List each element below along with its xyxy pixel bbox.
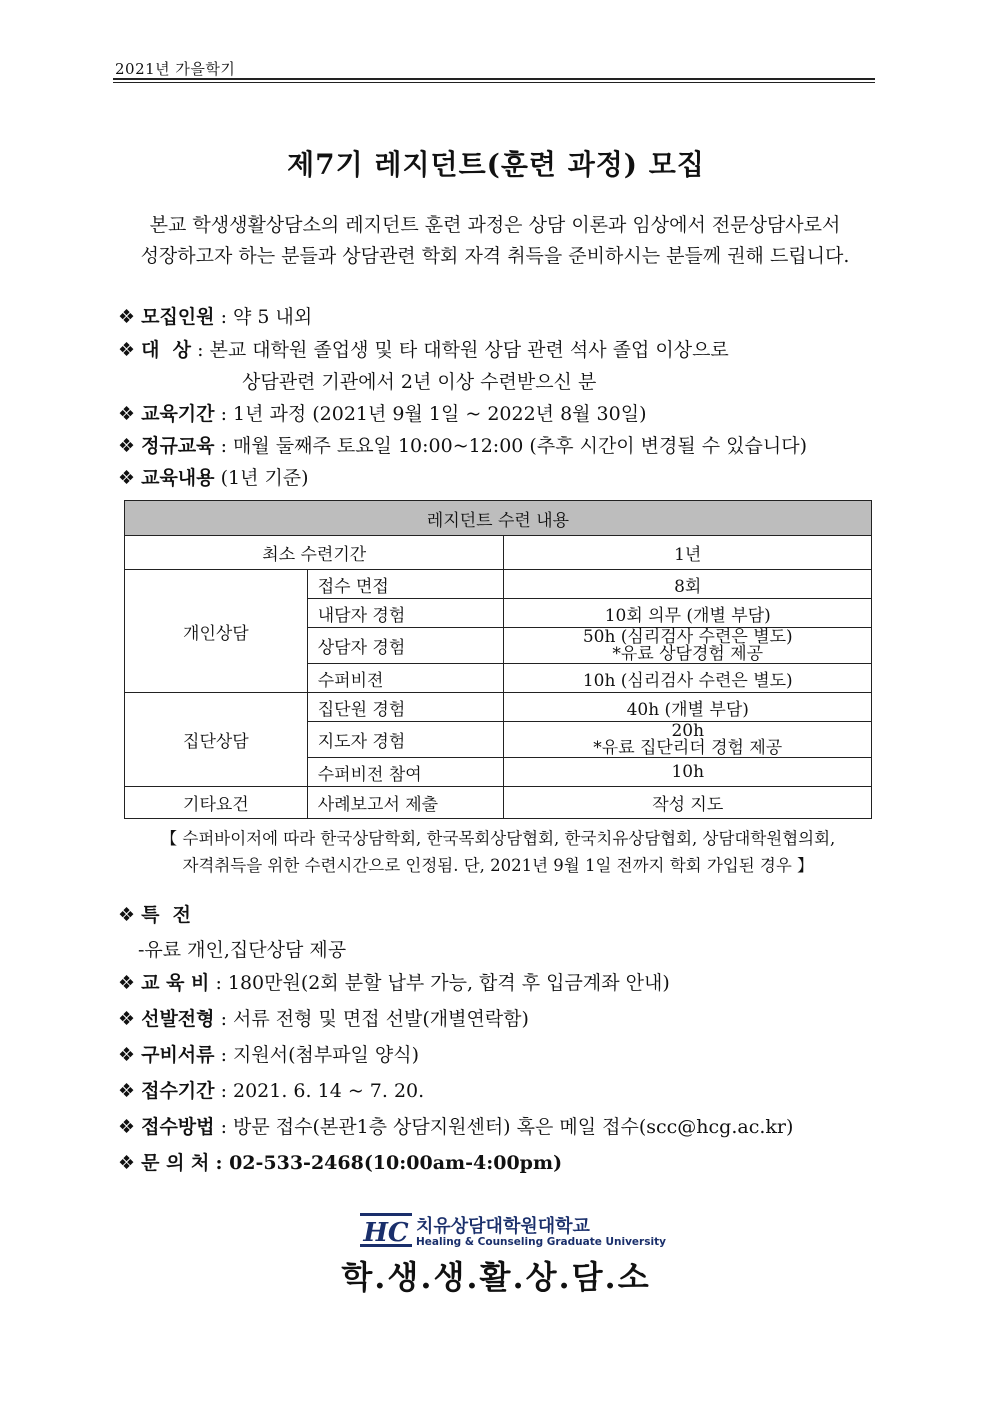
bullet-icon: ❖ [118, 1080, 136, 1102]
item-value: : 본교 대학원 졸업생 및 타 대학원 상담 관련 석사 졸업 이상으로 [197, 339, 729, 361]
item-value: : 약 5 내외 [220, 306, 313, 328]
university-name-en: Healing & Counseling Graduate University [416, 1236, 666, 1248]
item-key: 문 의 처 [141, 1152, 210, 1174]
item-content [118, 463, 309, 490]
item-documents [118, 1040, 419, 1067]
group-cell: 개인상담 [125, 570, 308, 693]
group-cell: 집단상담 [125, 693, 308, 787]
item-key: 접수기간 [141, 1080, 215, 1102]
university-name-ko: 치유상담대학원대학교 [416, 1216, 590, 1237]
table-cell: 1년 [504, 536, 872, 570]
item-value: : 매월 둘째주 토요일 10:00~12:00 (추후 시간이 변경될 수 있습니다) [220, 435, 808, 457]
logo-mark: HC [363, 1218, 409, 1248]
semester-label: 2021년 가을학기 [115, 60, 236, 78]
bullet-icon: ❖ [118, 467, 136, 489]
item-key: 교 육 비 [141, 972, 210, 994]
table-cell: 10h [504, 758, 872, 787]
cell-line: 20h [671, 720, 705, 741]
university-logo [360, 1210, 666, 1254]
item-contact [118, 1148, 562, 1175]
bullet-icon: ❖ [118, 403, 136, 425]
bullet-icon: ❖ [118, 1008, 136, 1030]
recognition-note [124, 825, 872, 879]
table-cell: 10h (심리검사 수련은 별도) [504, 664, 872, 693]
resident-training-table [124, 500, 872, 819]
table-cell: 상담자 경험 [307, 628, 504, 664]
cell-line: *유료 집단리더 경험 제공 [593, 737, 783, 758]
item-key: 모집인원 [141, 306, 215, 328]
item-key: 교육기간 [141, 403, 215, 425]
table-cell: 40h (개별 부담) [504, 693, 872, 722]
item-value: : 02-533-2468(10:00am-4:00pm) [215, 1152, 563, 1174]
item-apply-method [118, 1112, 793, 1139]
table-cell: 지도자 경험 [307, 722, 504, 758]
table-cell: 수퍼비젼 [307, 664, 504, 693]
item-key: 대 상 [141, 339, 192, 361]
bullet-icon: ❖ [118, 1116, 136, 1138]
header-rule-thin [113, 82, 875, 83]
item-key: 교육내용 [141, 467, 215, 489]
item-benefit [118, 900, 191, 927]
item-recruit [118, 302, 312, 329]
item-apply-period [118, 1076, 424, 1103]
item-value: : 방문 접수(본관1층 상담지원센터) 혹은 메일 접수(scc@hcg.ac.kr) [220, 1116, 794, 1138]
item-value: (1년 기준) [220, 467, 309, 489]
item-value: : 2021. 6. 14 ~ 7. 20. [220, 1080, 425, 1102]
bullet-icon: ❖ [118, 904, 136, 926]
bullet-icon: ❖ [118, 435, 136, 457]
item-value: : 지원서(첨부파일 양식) [220, 1044, 420, 1066]
item-selection [118, 1004, 529, 1031]
table-cell: 내담자 경험 [307, 599, 504, 628]
header-rule [113, 78, 875, 80]
table-cell: 10회 의무 (개별 부담) [504, 599, 872, 628]
item-key: 접수방법 [141, 1116, 215, 1138]
table-cell: 수퍼비전 참여 [307, 758, 504, 787]
table-row [125, 570, 872, 599]
table-cell: 집단원 경험 [307, 693, 504, 722]
table-cell: 8회 [504, 570, 872, 599]
bullet-icon: ❖ [118, 1152, 136, 1174]
table-cell [504, 628, 872, 664]
cell-line: *유료 상담경험 제공 [612, 643, 764, 664]
page-title: 제7기 레지던트(훈련 과정) 모집 [287, 148, 705, 181]
bullet-icon: ❖ [118, 972, 136, 994]
bullet-icon: ❖ [118, 339, 136, 361]
note-line: 【 수퍼바이저에 따라 한국상담학회, 한국목회상담협회, 한국치유상담협회, 상담대학원협의회, [160, 829, 836, 848]
item-fee [118, 968, 670, 995]
item-value: : 1년 과정 (2021년 9월 1일 ~ 2022년 8월 30일) [220, 403, 647, 425]
item-benefit-detail: -유료 개인,집단상담 제공 [138, 939, 347, 961]
intro-line: 본교 학생생활상담소의 레지던트 훈련 과정은 상담 이론과 임상에서 전문상담사로서 [149, 214, 841, 236]
item-key: 정규교육 [141, 435, 215, 457]
table-header: 레지던트 수련 내용 [125, 501, 872, 536]
table-row [125, 693, 872, 722]
group-cell: 기타요건 [125, 787, 308, 819]
table-cell: 작성 지도 [504, 787, 872, 819]
item-regular [118, 431, 807, 458]
center-name: 학.생.생.활.상.담.소 [341, 1258, 651, 1296]
cell-line: 50h (심리검사 수련은 별도) [582, 626, 793, 647]
bullet-icon: ❖ [118, 306, 136, 328]
table-cell: 사례보고서 제출 [307, 787, 504, 819]
table-header-row [125, 501, 872, 536]
item-key: 구비서류 [141, 1044, 215, 1066]
table-cell [504, 722, 872, 758]
table-cell: 최소 수련기간 [125, 536, 504, 570]
table-row [125, 536, 872, 570]
table-row [125, 787, 872, 819]
table-cell: 접수 면접 [307, 570, 504, 599]
hc-logo-icon [360, 1210, 412, 1250]
item-key: 선발전형 [141, 1008, 215, 1030]
item-key: 특 전 [141, 904, 192, 926]
intro-line: 성장하고자 하는 분들과 상담관련 학회 자격 취득을 준비하시는 분들께 권해 드립니다. [140, 245, 850, 267]
item-target-continued: 상담관련 기관에서 2년 이상 수련받으신 분 [242, 371, 597, 393]
bullet-icon: ❖ [118, 1044, 136, 1066]
item-period [118, 399, 647, 426]
item-target [118, 335, 729, 362]
item-value: : 서류 전형 및 면접 선발(개별연락함) [220, 1008, 529, 1030]
item-value: : 180만원(2회 분할 납부 가능, 합격 후 입금계좌 안내) [215, 972, 670, 994]
note-line: 자격취득을 위한 수련시간으로 인정됨. 단, 2021년 9월 1일 전까지 학회 가입된 경우 】 [182, 856, 814, 875]
intro-paragraph [100, 210, 890, 272]
